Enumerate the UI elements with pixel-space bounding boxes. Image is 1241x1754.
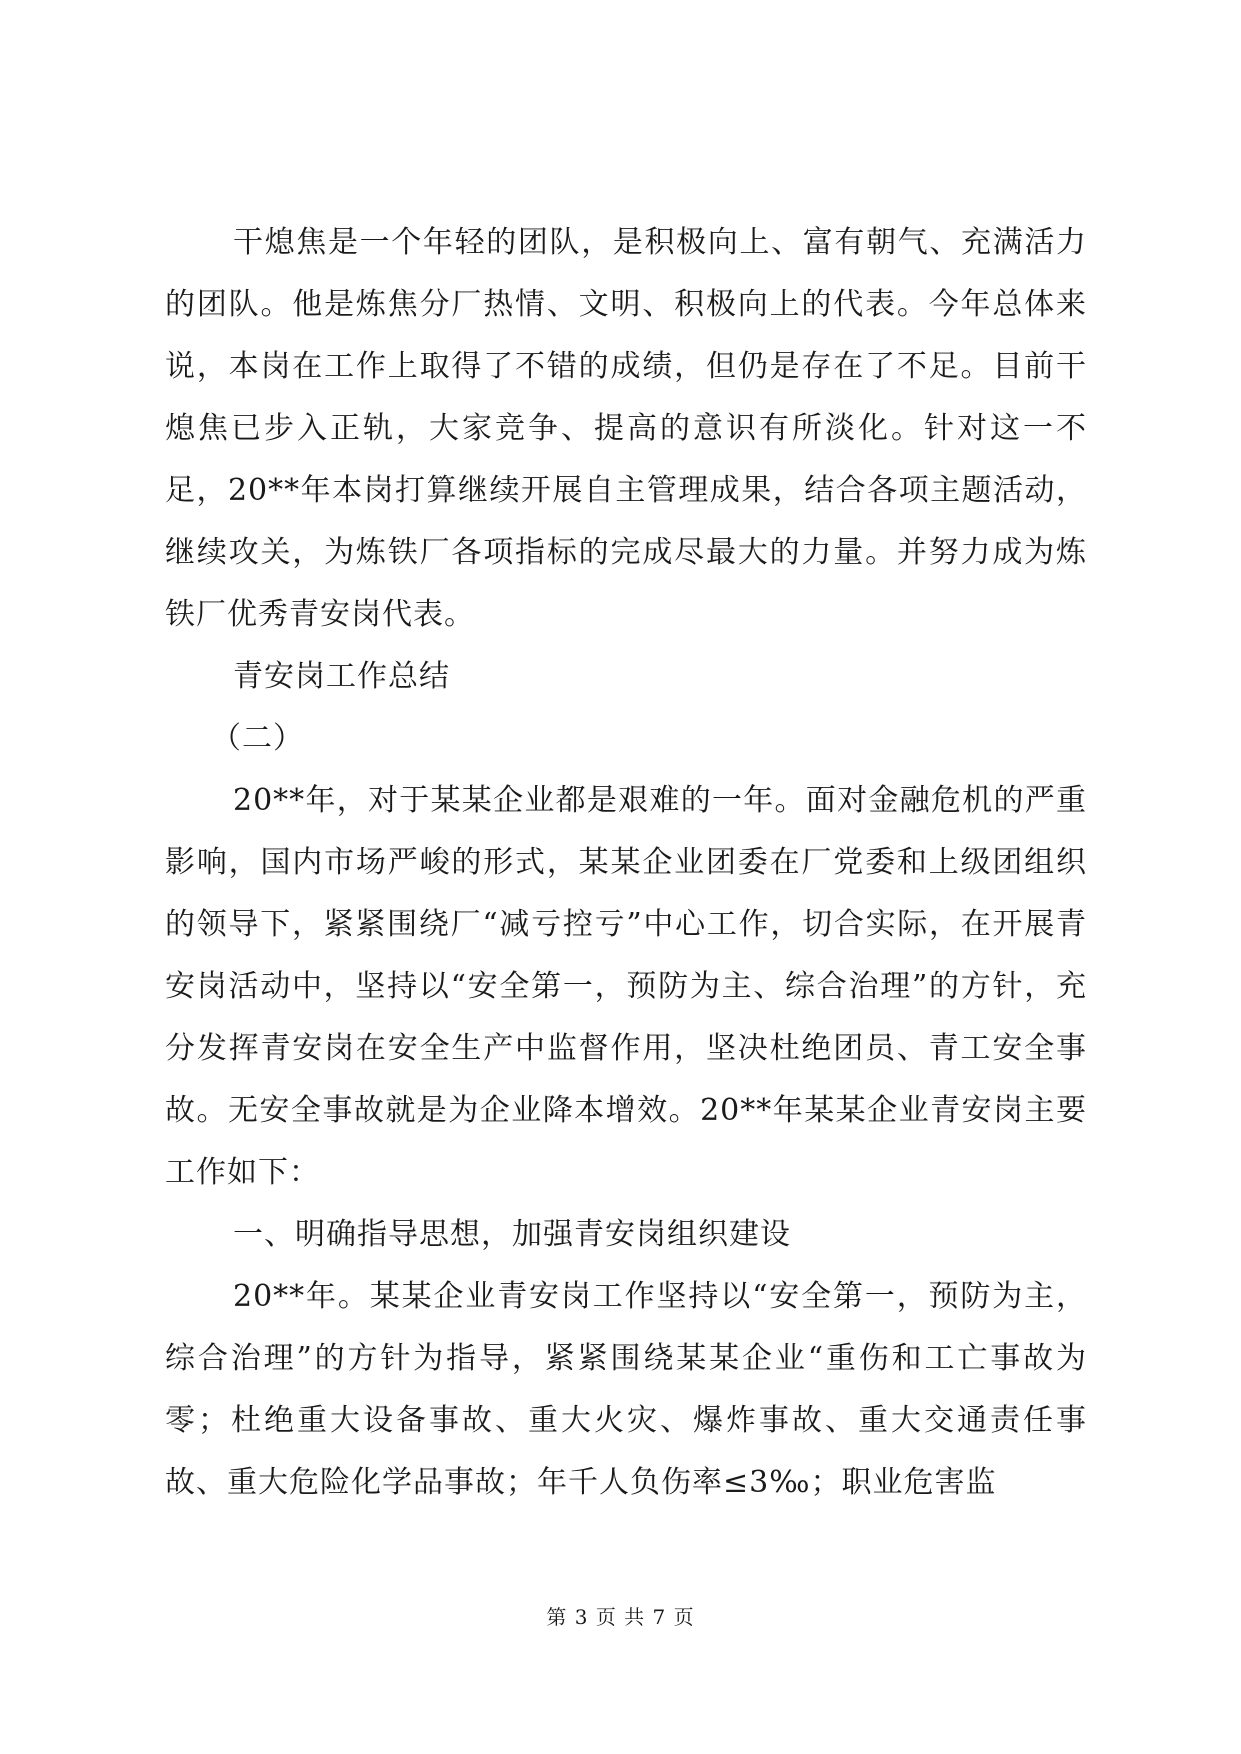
document-title: 青安岗工作总结: [233, 659, 450, 694]
document-body: [165, 212, 1087, 1514]
section-heading-1: 一、明确指导思想，加强青安岗组织建设: [233, 1217, 791, 1252]
paragraph-section-1: 20**年。某某企业青安岗工作坚持以“安全第一，预防为主，综合治理”的方针为指导，紧紧围绕某某企业“重伤和工亡事故为零；杜绝重大设备事故、重大火灾、爆炸事故、重大交通责任事故、重大危险化学品事故；年千人负伤率≤3‰；职业危害监: [165, 1279, 1087, 1500]
page-footer: 第 3 页 共 7 页: [546, 1605, 695, 1629]
paragraph-overview: 20**年，对于某某企业都是艰难的一年。面对金融危机的严重影响，国内市场严峻的形式，某某企业团委在厂党委和上级团组织的领导下，紧紧围绕厂“减亏控亏”中心工作，切合实际，在开展青安岗活动中，坚持以“安全第一，预防为主、综合治理”的方针，充分发挥青安岗在安全生产中监督作用，坚决杜绝团员、青工安全事故。无安全事故就是为企业降本增效。20**年某某企业青安岗主要工作如下：: [165, 783, 1087, 1190]
paragraph-intro: 干熄焦是一个年轻的团队，是积极向上、富有朝气、充满活力的团队。他是炼焦分厂热情、文明、积极向上的代表。今年总体来说，本岗在工作上取得了不错的成绩，但仍是存在了不足。目前干熄焦已步入正轨，大家竞争、提高的意识有所淡化。针对这一不足，20**年本岗打算继续开展自主管理成果，结合各项主题活动，继续攻关，为炼铁厂各项指标的完成尽最大的力量。并努力成为炼铁厂优秀青安岗代表。: [165, 225, 1087, 632]
document-subtitle: （二）: [211, 721, 304, 756]
